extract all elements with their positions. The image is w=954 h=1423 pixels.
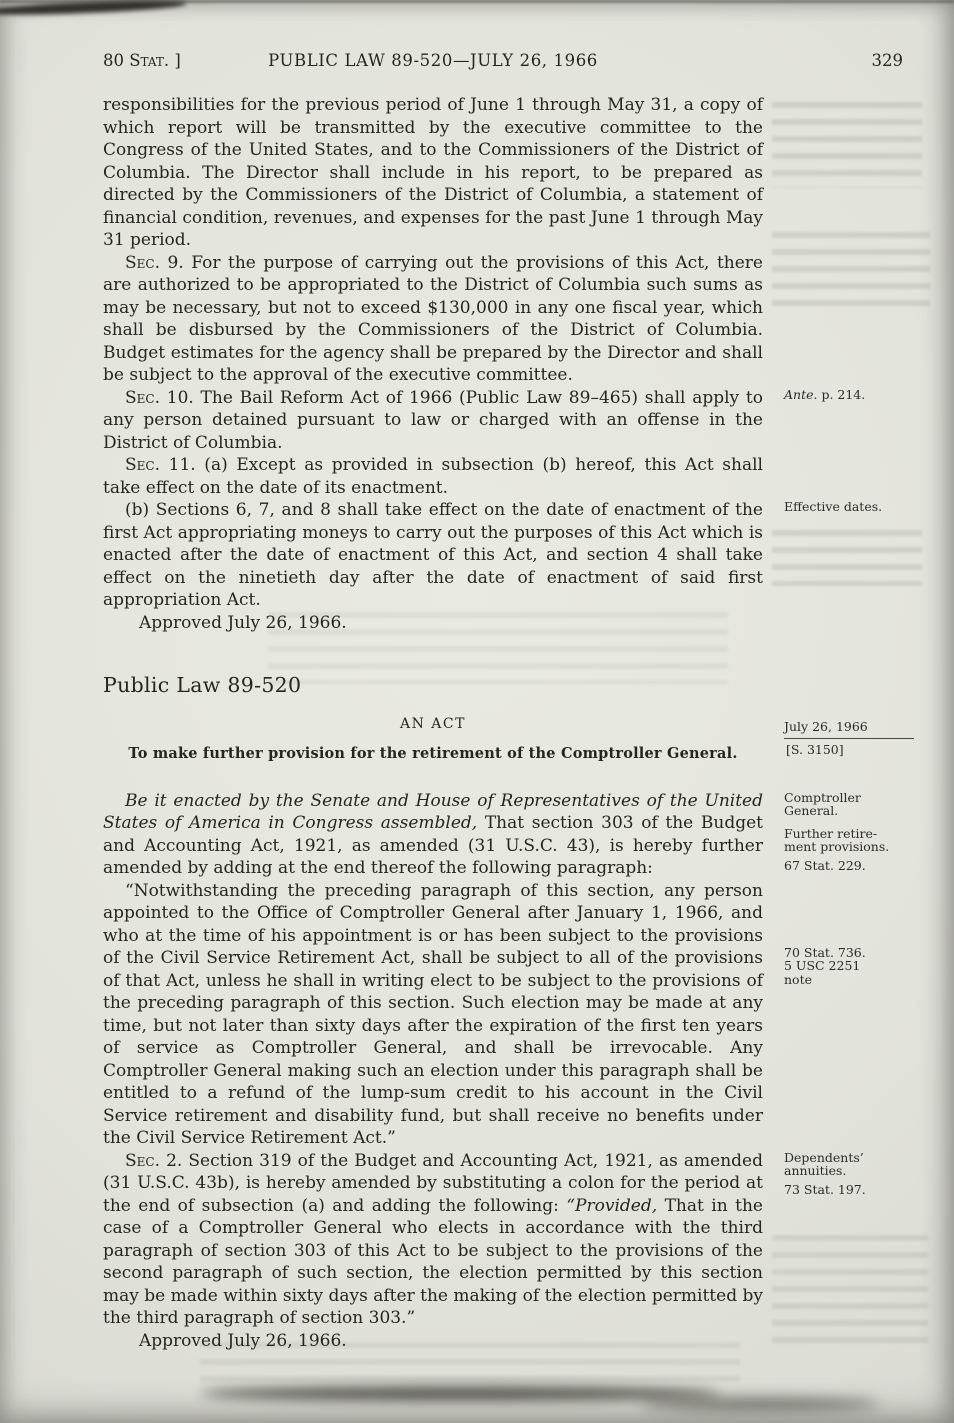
bill-number: [S. 3150]: [786, 741, 844, 757]
proviso-italic: “Provided,: [566, 1195, 658, 1216]
margin-note-line: 73 Stat. 197.: [784, 1181, 866, 1197]
section-label: Sec. 2.: [125, 1150, 183, 1171]
margin-note-line: note: [784, 971, 812, 987]
paragraph-sec-11a: [103, 454, 763, 499]
margin-note-line: 70 Stat. 736.: [784, 944, 866, 960]
margin-note-line: Further retire-: [784, 825, 878, 841]
enacting-clause-italic: Be it enacted by the Senate and House of Representatives of the United States of America in Congress assembled,: [103, 790, 763, 833]
margin-note-line: ment provisions.: [784, 839, 890, 854]
paragraph-sec-11b: [103, 499, 883, 612]
enacted-date: July 26, 1966: [784, 719, 868, 734]
paragraph-text: That in the case of a Comptroller General who elects in accordance with the third paragraph of section 303 of this Act to be subject to the provisions of the second paragraph of such section, the election permitted by this section may be made within sixty days after the making of the election permitted by the third paragraph of section 303.”: [103, 1195, 763, 1328]
paragraph-sec-9: [103, 252, 763, 387]
act-heading-block: [103, 673, 868, 766]
margin-note-comptroller: [784, 791, 924, 873]
margin-note-date-bill: [784, 720, 924, 756]
paragraph-text: For the purpose of carrying out the provisions of this Act, there are authorized to be appropriated to the District of Columbia such sums as may be necessary, but not to exceed $130,000 in any one fiscal year, which shall be disbursed by the Commissioners of the District of Columbia. Budget estimates for the agency shall be prepared by the Director and shall be subject to the approval of the executive committee.: [103, 252, 763, 385]
margin-note-line: Effective dates.: [784, 499, 883, 514]
act-title: To make further provision for the retirement of the Comptroller General.: [128, 745, 738, 762]
margin-note-line: Comptroller: [784, 789, 861, 805]
running-header: [103, 50, 903, 74]
paragraph-text: Section 319 of the Budget and Accounting Act, 1921, as amended (31 U.S.C. 43b), is hereby amended by substituting a colon for the period at the end of subsection (a) and adding the following:: [103, 1150, 763, 1216]
approval-text: Approved July 26, 1966.: [139, 1330, 347, 1351]
margin-note-line: Dependents’: [784, 1149, 864, 1165]
margin-note-line: 5 USC 2251: [784, 958, 861, 973]
page-content: [103, 0, 903, 1352]
scan-artifact-bottom-smudge: [200, 1386, 720, 1401]
enacting-clause: [103, 789, 890, 880]
scan-artifact-bottom-smudge: [640, 1398, 880, 1410]
rule-divider: [784, 738, 914, 739]
margin-note-effective-dates: [784, 500, 924, 514]
approval-text: Approved July 26, 1966.: [139, 612, 347, 633]
ink-bleedthrough-patch: [772, 530, 922, 586]
paragraph-text: (a) Except as provided in subsection (b) hereof, this Act shall take effect on the date of its enactment.: [103, 455, 763, 498]
public-law-number-heading: Public Law 89-520: [103, 673, 302, 697]
margin-note-ante: [784, 388, 924, 402]
paragraph-text: “Notwithstanding the preceding paragraph of this section, any person appointed to the Office of Comptroller General after January 1, 1966, and who at the time of his appointment is or has been subject to the provisions of the Civil Service Retirement Act, shall be subject to all of the provisions of that Act, unless he shall in writing elect to be subject to the provisions of the preceding paragraph of this section. Such election may be made at any time, but not later than sixty days after the expiration of the first ten years of service as Comptroller General, and shall be irrevocable. Any Comptroller General making such an election under this paragraph shall be entitled to a refund of the lump-sum credit to his account in the Civil Service retirement and disability fund, but shall receive no benefits under the Civil Service Retirement Act.”: [103, 880, 763, 1148]
margin-note-line: annuities.: [784, 1163, 847, 1178]
public-law-89-520-section: [103, 673, 890, 1352]
an-act-label: AN ACT: [400, 715, 466, 732]
margin-note-italic: Ante.: [784, 386, 818, 402]
ink-bleedthrough-patch: [772, 232, 930, 310]
paragraph-text: The Bail Reform Act of 1966 (Public Law 89–465) shall apply to any person detained pursuant to law or charged with an offense in the District of Columbia.: [103, 387, 763, 453]
statute-volume-label: 80 Stat. ]: [103, 51, 181, 70]
ink-bleedthrough-patch: [772, 1235, 928, 1345]
page-number: 329: [871, 51, 903, 70]
margin-note-line: 67 Stat. 229.: [784, 857, 866, 873]
margin-note-dependents: [784, 1151, 924, 1197]
page-title: PUBLIC LAW 89-520—JULY 26, 1966: [268, 51, 598, 70]
margin-note-70-stat: [784, 946, 924, 987]
paragraph-text: responsibilities for the previous period of June 1 through May 31, a copy of which report will be transmitted by the executive committee to the Congress of the United States, and to the Commissioners of the District of Columbia. The Director shall include in his report, to be prepared as directed by the Commissioners of the District of Columbia, a statement of financial condition, revenues, and expenses for the past June 1 through May 31 period.: [103, 95, 763, 250]
quoted-amendment-paragraph: [103, 880, 866, 1150]
approval-line: [103, 1330, 763, 1353]
ink-bleedthrough-patch: [772, 102, 922, 188]
paragraph-text: (b) Sections 6, 7, and 8 shall take effect on the date of enactment of the first Act appropriating moneys to carry out the purposes of this Act which is enacted after the date of enactment of this Act, and section 4 shall take effect on the ninetieth day after the date of enactment of said first appropriation Act.: [103, 500, 763, 610]
margin-note-line: [784, 388, 924, 402]
margin-note-line: General.: [784, 803, 839, 818]
margin-note-rest: p. 214.: [817, 386, 866, 402]
paragraph-continuation: [103, 94, 763, 252]
section-label: Sec. 10.: [125, 387, 194, 408]
section-label: Sec. 11.: [125, 455, 196, 475]
section-label: Sec. 9.: [125, 252, 184, 273]
paragraph-sec-2: [103, 1149, 866, 1330]
paragraph-sec-10: [103, 386, 866, 455]
approval-line: [103, 612, 763, 635]
paragraph-text: That section 303 of the Budget and Accounting Act, 1921, as amended (31 U.S.C. 43), is hereby further amended by adding at the end thereof the following paragraph:: [103, 813, 763, 878]
